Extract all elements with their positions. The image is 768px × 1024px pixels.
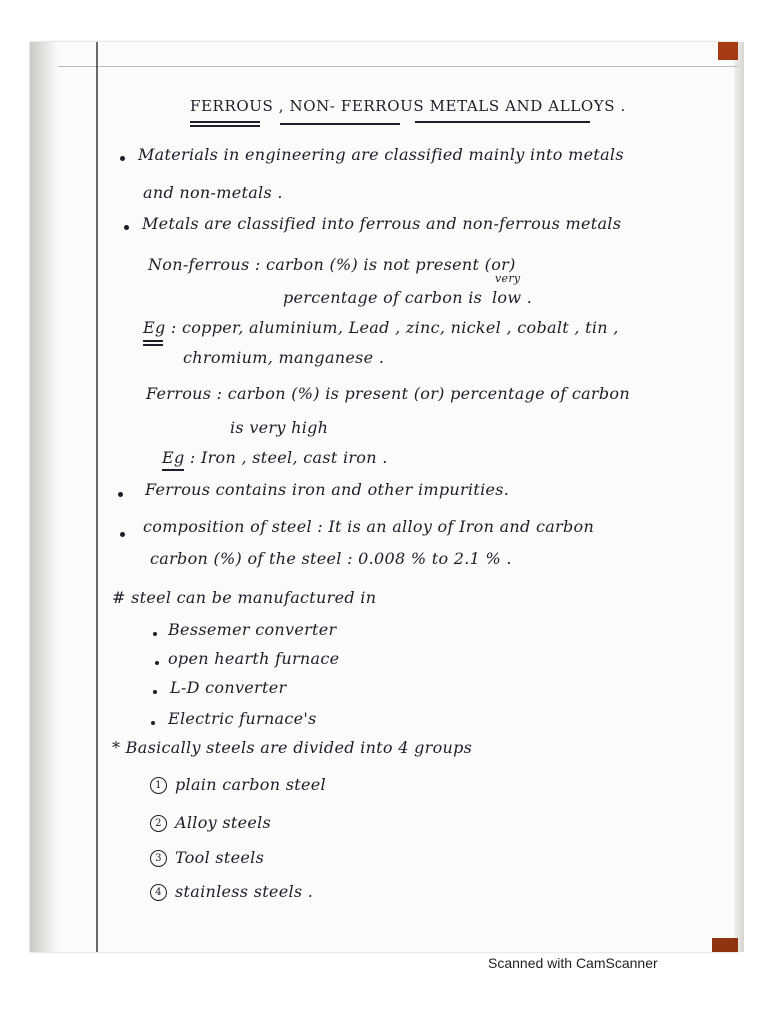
list-item: open hearth furnace [168, 649, 340, 668]
list-item: L-D converter [170, 678, 287, 697]
list-item-label: Alloy steels [175, 813, 272, 832]
list-item-label: stainless steels . [175, 882, 314, 901]
title-underline-4 [415, 121, 590, 123]
list-item [150, 882, 313, 901]
bullet-dot [153, 690, 157, 694]
binding-tab-top [718, 42, 738, 60]
text-line: and non-metals . [143, 183, 283, 202]
top-ruled-line [58, 66, 738, 67]
text-line: low . [492, 288, 533, 307]
list-item [150, 775, 326, 794]
eg-underline [162, 469, 184, 471]
text-line: Ferrous contains iron and other impurities. [145, 480, 510, 499]
list-item: Electric furnace's [168, 709, 317, 728]
page-title: FERROUS , NON- FERROUS METALS AND ALLOYS . [190, 97, 626, 115]
number-circle: 1 [150, 777, 167, 794]
bullet-dot [118, 492, 123, 497]
page-binding-edge [30, 42, 58, 952]
eg-underline [143, 344, 163, 346]
bullet-dot [155, 661, 159, 665]
bullet-dot [120, 532, 125, 537]
margin-line [96, 42, 98, 952]
list-item [150, 813, 271, 832]
list-item-label: plain carbon steel [175, 775, 326, 794]
text-line: # steel can be manufactured in [112, 588, 377, 607]
text-line: composition of steel : It is an alloy of Iron and carbon [143, 517, 595, 536]
text-line: chromium, manganese . [183, 348, 385, 367]
camscanner-watermark: Scanned with CamScanner [488, 955, 658, 971]
bullet-dot [153, 632, 157, 636]
number-circle: 4 [150, 884, 167, 901]
text-line: Eg : Iron , steel, cast iron . [162, 448, 388, 467]
text-line: * Basically steels are divided into 4 groups [112, 738, 473, 757]
text-line: carbon (%) of the steel : 0.008 % to 2.1 % . [150, 549, 512, 568]
list-item [150, 848, 264, 867]
text-line: percentage of carbon is [283, 288, 483, 307]
number-circle: 3 [150, 850, 167, 867]
title-underline-2 [190, 125, 260, 127]
text-line: Materials in engineering are classified mainly into metals [138, 145, 624, 164]
title-underline-1 [190, 121, 260, 123]
list-item-label: Tool steels [175, 848, 265, 867]
text-line: Metals are classified into ferrous and non-ferrous metals [142, 214, 622, 233]
text-line: Ferrous : carbon (%) is present (or) percentage of carbon [146, 384, 630, 403]
page-right-edge [734, 42, 744, 952]
bullet-dot [151, 721, 155, 725]
list-item: Bessemer converter [168, 620, 337, 639]
title-underline-3 [280, 123, 400, 125]
text-line: is very high [230, 418, 329, 437]
text-line: Non-ferrous : carbon (%) is not present (or) [148, 255, 516, 274]
bullet-dot [124, 225, 129, 230]
binding-tab-bottom [712, 938, 738, 952]
bullet-dot [120, 156, 125, 161]
eg-underline [143, 340, 163, 342]
text-line-insert: very [495, 272, 521, 285]
number-circle: 2 [150, 815, 167, 832]
text-line: Eg : copper, aluminium, Lead , zinc, nickel , cobalt , tin , [143, 318, 619, 337]
